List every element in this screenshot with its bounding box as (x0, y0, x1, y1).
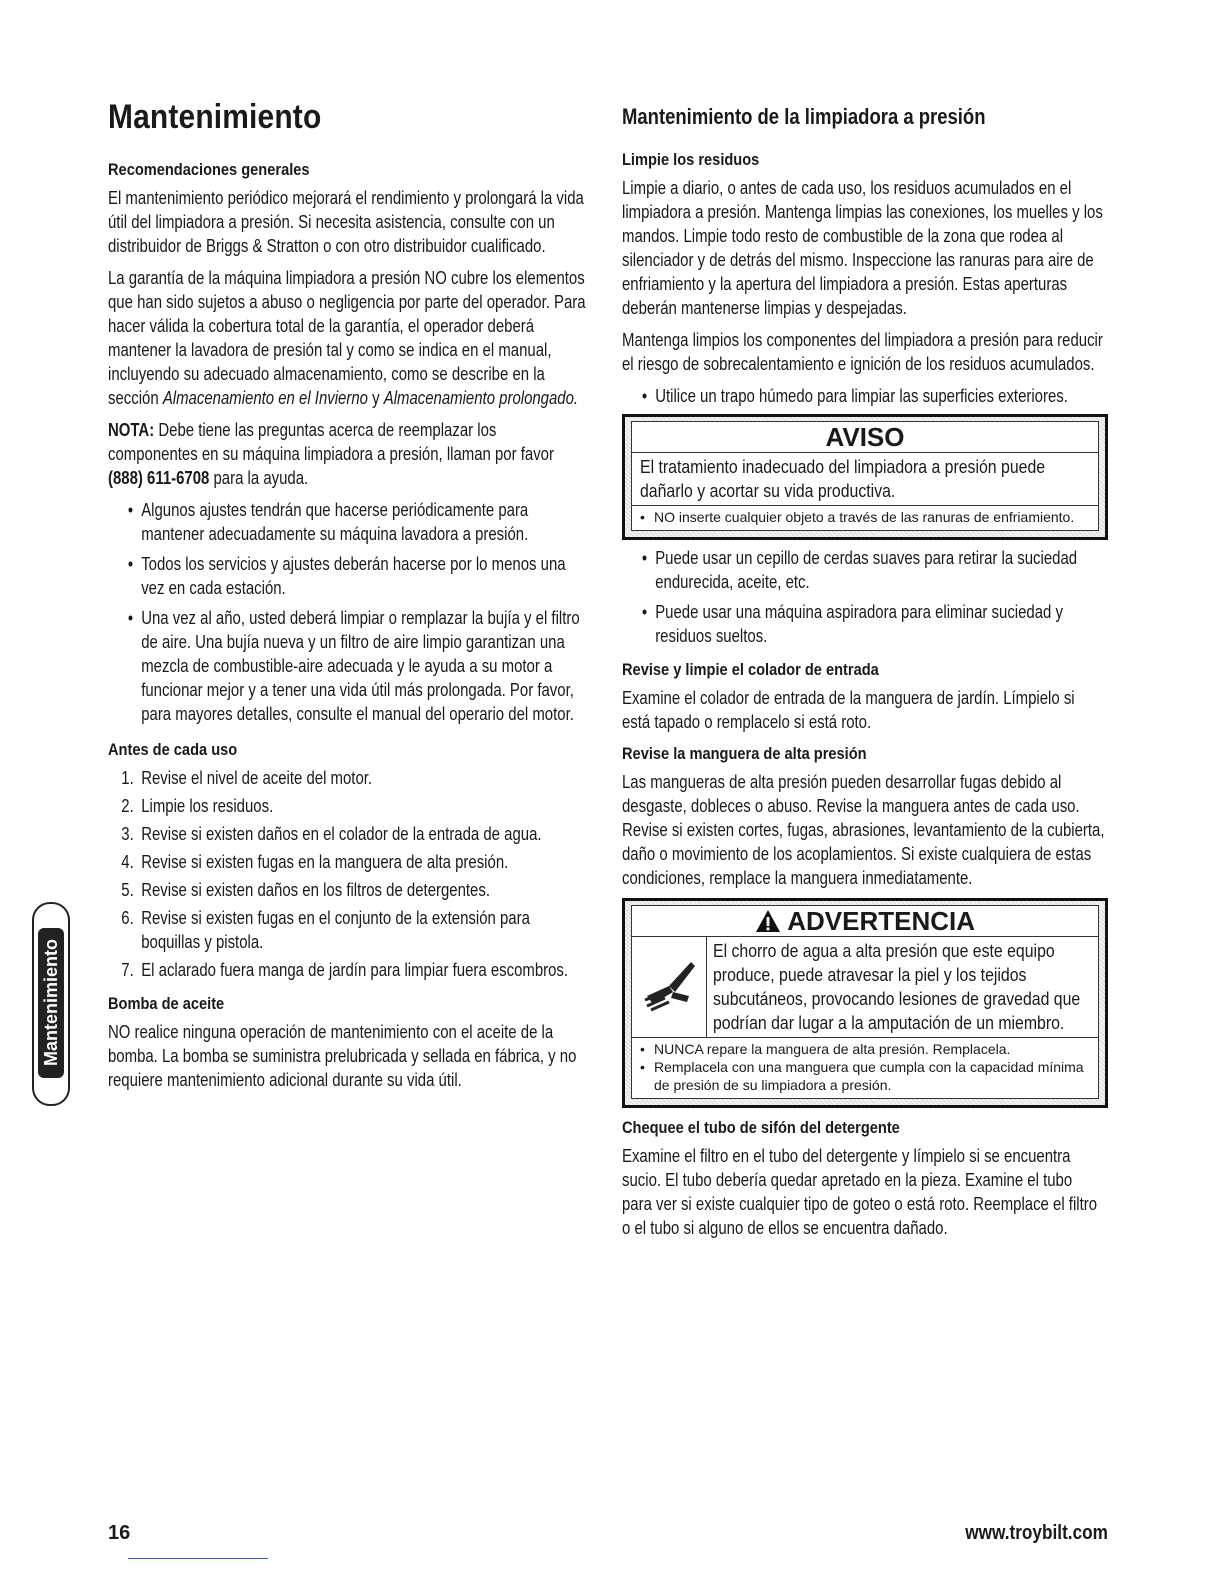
list-item (121, 794, 588, 818)
inlet-section (622, 686, 1106, 734)
support-phone: (888) 611-6708 (108, 468, 210, 488)
hose-heading: Revise la manguera de alta presión (622, 744, 867, 763)
list-item (121, 878, 588, 902)
page-title: Mantenimiento (108, 98, 322, 136)
step-text: Revise si existen fugas en el conjunto de la extensión para boquillas y pistola. (141, 908, 530, 952)
advertencia-title: ADVERTENCIA (787, 906, 976, 936)
aviso-body: El tratamiento inadecuado del limpiadora a presión puede dañarlo y acortar su vida productiva. (640, 457, 1046, 501)
advertencia-body-row (631, 937, 1099, 1038)
nota-paragraph (108, 418, 588, 490)
page-number: 16 (108, 1522, 131, 1544)
step-number: 6. (121, 908, 134, 928)
step-text: Revise si existen daños en los filtros de detergentes. (141, 880, 490, 900)
list-item: • Algunos ajustes tendrán que hacerse periódicamente para mantener adecuadamente su máquina lavadora a presión. (128, 498, 588, 546)
left-column (108, 160, 590, 1100)
aviso-body-box (631, 453, 1099, 506)
step-number: 1. (121, 768, 134, 788)
detergent-section (622, 1144, 1106, 1240)
before-use-heading: Antes de cada uso (108, 740, 238, 759)
general-bullets (108, 498, 588, 726)
debris-heading: Limpie los residuos (622, 150, 760, 169)
step-text: Revise si existen fugas en la manguera de alta presión. (141, 852, 509, 872)
list-item (121, 906, 588, 954)
oil-pump-text: NO realice ninguna operación de mantenimiento con el aceite de la bomba. La bomba se suministra prelubricada y sellada en fábrica, y no requiere mantenimiento adicional durante su vida útil. (108, 1022, 577, 1090)
general-paragraph-1: El mantenimiento periódico mejorará el rendimiento y prolongará la vida útil del limpiadora a presión. Si necesita asistencia, consulte con un distribuidor de Briggs & Stratton o con otro distribuidor cualificado. (108, 188, 584, 256)
detergent-text: Examine el filtro en el tubo del detergente y límpielo si se encuentra sucio. El tubo debería quedar apretado en la pieza. Examine el tubo para ver si existe cualquier tipo de goteo o está roto. Reemplace el filtro o el tubo si alguno de ellos se encuentra dañado. (622, 1146, 1098, 1238)
advertencia-bullet: • Remplacela con una manguera que cumpla con la capacidad mínima de presión de su limpiadora a presión. (640, 1058, 1090, 1094)
debris-bullets-2 (622, 546, 1106, 648)
section-side-tab (32, 902, 70, 1106)
advertencia-warning (622, 898, 1108, 1108)
step-text: Limpie los residuos. (141, 796, 274, 816)
hose-text: Las mangueras de alta presión pueden desarrollar fugas debido al desgaste, dobleces o abuso. Revise la manguera antes de cada uso. Revise si existen cortes, fugas, abrasiones, levantamiento de la cubierta, daño o movimiento de los acoplamientos. Si existe cualquiera de estas condiciones, remplace la manguera inmediatamente. (622, 772, 1105, 888)
side-tab-label: Mantenimiento (41, 938, 61, 1066)
debris-bullets-1 (622, 384, 1106, 408)
injection-hazard-icon (632, 937, 707, 1037)
list-item: • Todos los servicios y ajustes deberán hacerse por lo menos una vez en cada estación. (128, 552, 588, 600)
aviso-title: AVISO (631, 421, 1099, 453)
side-tab-fill (38, 928, 64, 1078)
advertencia-bullet: • NUNCA repare la manguera de alta presión. Remplacela. (640, 1040, 1090, 1058)
right-column (622, 104, 1108, 1248)
section-title: Mantenimiento de la limpiadora a presión (622, 104, 986, 129)
hose-section (622, 770, 1106, 890)
step-number: 3. (121, 824, 134, 844)
debris-section-2 (622, 546, 1106, 648)
debris-paragraph-2: Mantenga limpios los componentes del limpiadora a presión para reducir el riesgo de sobrecalentamiento e ignición de los residuos acumulados. (622, 330, 1103, 374)
advertencia-text-cell (707, 937, 1098, 1037)
step-number: 4. (121, 852, 134, 872)
list-item (121, 850, 588, 874)
before-use-steps (108, 766, 588, 982)
step-number: 2. (121, 796, 134, 816)
advertencia-title-row (631, 905, 1099, 937)
and-text: y (367, 388, 384, 408)
list-item: • Utilice un trapo húmedo para limpiar las superficies exteriores. (642, 384, 1106, 408)
list-item: • Puede usar un cepillo de cerdas suaves para retirar la suciedad endurecida, aceite, etc. (642, 546, 1106, 594)
list-item (121, 822, 588, 846)
general-paragraph-2 (108, 266, 588, 410)
step-number: 5. (121, 880, 134, 900)
list-item (121, 766, 588, 790)
warning-triangle-icon (755, 906, 787, 936)
step-number: 7. (121, 960, 134, 980)
list-item: • Puede usar una máquina aspiradora para eliminar suciedad y residuos sueltos. (642, 600, 1106, 648)
warranty-text: La garantía de la máquina limpiadora a presión NO cubre los elementos que han sido sujetos a abuso o negligencia por parte del operador. Para hacer válida la cobertura total de la garantía, el operador deberá mantener la lavadora de presión tal y como se indica en el manual, incluyendo su adecuado almacenamiento, como se describe en la sección (108, 268, 586, 408)
footer-rule (128, 1558, 268, 1559)
aviso-notice (622, 414, 1108, 540)
list-item: • Una vez al año, usted deberá limpiar o remplazar la bujía y el filtro de aire. Una bujía nueva y un filtro de aire limpio garantizan una mezcla de combustible-aire adecuada y le ayuda a su motor a funcionar mejor y a tener una vida útil más prolongada. Por favor, para mayores detalles, consulte el manual del operario del motor. (128, 606, 588, 726)
step-text: El aclarado fuera manga de jardín para limpiar fuera escombros. (141, 960, 569, 980)
aviso-bullets (631, 506, 1099, 531)
before-use-section (108, 766, 588, 982)
list-item (121, 958, 588, 982)
inlet-heading: Revise y limpie el colador de entrada (622, 660, 879, 679)
nota-end: para la ayuda. (209, 468, 309, 488)
aviso-bullet: • NO inserte cualquier objeto a través de las ranuras de enfriamiento. (640, 508, 1090, 526)
step-text: Revise si existen daños en el colador de la entrada de agua. (141, 824, 542, 844)
inlet-text: Examine el colador de entrada de la manguera de jardín. Límpielo si está tapado o remplacelo si está roto. (622, 688, 1075, 732)
oil-pump-section (108, 1020, 588, 1092)
long-storage-ref: Almacenamiento prolongado. (383, 388, 579, 408)
debris-section (622, 176, 1106, 408)
footer-url: www.troybilt.com (965, 1522, 1108, 1544)
oil-pump-heading: Bomba de aceite (108, 994, 225, 1013)
nota-label: NOTA: (108, 420, 155, 440)
detergent-heading: Chequee el tubo de sifón del detergente (622, 1118, 900, 1137)
advertencia-bullets (631, 1038, 1099, 1099)
general-section (108, 186, 588, 726)
debris-paragraph-1: Limpie a diario, o antes de cada uso, los residuos acumulados en el limpiadora a presión. Mantenga limpias las conexiones, los muelles y los mandos. Limpie todo resto de combustible de la zona que rodea al silenciador y de detrás del mismo. Inspeccione las ranuras para aire de enfriamiento y la apertura del limpiadora a presión. Estas aperturas deberán mantenerse limpias y despejadas. (622, 178, 1103, 318)
winter-storage-ref: Almacenamiento en el Invierno (162, 388, 368, 408)
advertencia-body: El chorro de agua a alta presión que este equipo produce, puede atravesar la piel y los tejidos subcutáneos, provocando lesiones de gravedad que podrían dar lugar a la amputación de un miembro. (713, 941, 1081, 1033)
nota-text: Debe tiene las preguntas acerca de reemplazar los componentes en su máquina limpiadora a presión, llaman por favor (108, 420, 554, 464)
step-text: Revise el nivel de aceite del motor. (141, 768, 373, 788)
general-heading: Recomendaciones generales (108, 160, 310, 179)
